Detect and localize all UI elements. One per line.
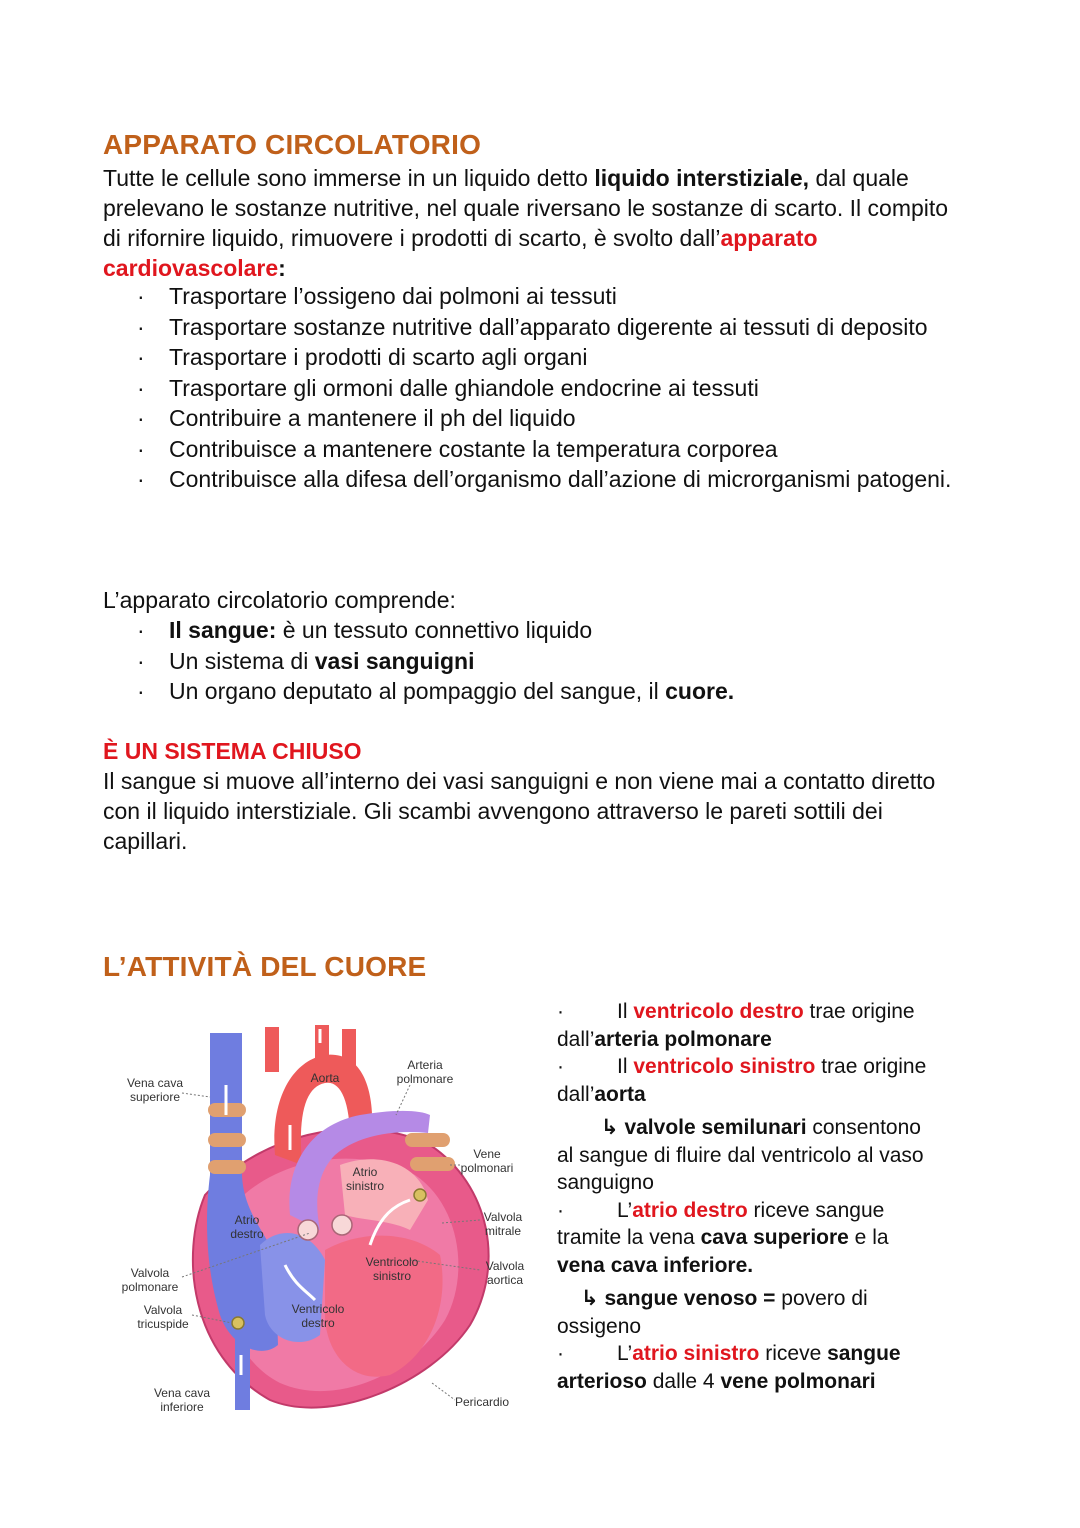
- note-text: riceve sangue: [747, 1198, 885, 1222]
- note-text: povero di: [775, 1287, 868, 1310]
- note-line: [557, 1053, 977, 1081]
- note-text: Il: [617, 1055, 634, 1078]
- term-cava-superiore: cava superiore: [700, 1226, 849, 1249]
- list-item: [103, 615, 963, 646]
- note-line: [557, 998, 977, 1026]
- label-valvola-aortica: Valvola: [485, 1259, 525, 1273]
- comprises-intro: L’apparato circolatorio comprende:: [103, 587, 456, 613]
- note-line: [557, 1368, 977, 1396]
- aorta-branch: [342, 1029, 356, 1071]
- functions-list: [103, 281, 963, 495]
- label-arteria-polmonare: Arteria: [407, 1058, 443, 1072]
- note-line: [557, 1197, 977, 1225]
- note-text: trae origine: [803, 1000, 915, 1023]
- label-ventricolo-sinistro: Ventricolo: [365, 1255, 419, 1269]
- intro-paragraph: [103, 163, 963, 283]
- component-sangue: Il sangue:: [169, 617, 277, 643]
- label-vena-cava-sup: superiore: [129, 1090, 181, 1104]
- note-line: [557, 1224, 977, 1252]
- note-text: consentono: [806, 1116, 921, 1139]
- label-valvola-mitrale: Valvola: [483, 1210, 523, 1224]
- note-text: dalle 4: [646, 1369, 721, 1393]
- note-line: al sangue di fluire dal ventricolo al vaso sanguigno: [557, 1143, 924, 1194]
- list-item: [103, 373, 963, 404]
- intro-term-liquido: liquido interstiziale,: [594, 165, 810, 191]
- label-ventricolo-destro: destro: [301, 1316, 335, 1330]
- valve-tricuspide: [232, 1317, 244, 1329]
- function-text: Contribuisce alla difesa dell’organismo dall’azione di microrganismi patogeni.: [169, 466, 952, 492]
- vessel-branch: [208, 1133, 246, 1147]
- note-text: riceve: [759, 1342, 828, 1365]
- sistema-chiuso-text: Il sangue si muove all’interno dei vasi sanguigni e non viene mai a contatto diretto con il liquido interstiziale. Gli scambi avvengono attraverso le pareti sottili dei capillari.: [103, 768, 936, 854]
- intro-text-a: Tutte le cellule sono immerse in un liquido detto: [103, 165, 595, 191]
- function-text: Contribuire a mantenere il ph del liquido: [169, 405, 576, 431]
- note-text: L’: [617, 1342, 633, 1365]
- note-line: ossigeno: [557, 1314, 642, 1338]
- label-vene-polmonari: polmonari: [460, 1161, 514, 1175]
- note-line: [557, 1026, 977, 1054]
- valve-polmonare: [298, 1220, 318, 1240]
- list-item: [103, 464, 963, 495]
- term-ventricolo-sinistro: ventricolo sinistro: [633, 1055, 816, 1078]
- label-valvola-polmonare: Valvola: [130, 1266, 170, 1280]
- heart-illustration: [110, 1015, 540, 1425]
- component-vasi-text: Un sistema di: [169, 647, 315, 674]
- list-item: [103, 403, 963, 434]
- intro-term-apparato: apparato cardiovascolare: [103, 225, 818, 281]
- bullet: ·: [137, 344, 145, 370]
- term-vene-polmonari: vene polmonari: [720, 1369, 876, 1393]
- leader-line: [182, 1093, 210, 1097]
- label-ventricolo-destro: Ventricolo: [291, 1302, 345, 1316]
- note-text: L’: [617, 1198, 633, 1222]
- heart-diagram: [110, 1015, 540, 1425]
- leader-line: [432, 1383, 455, 1400]
- arrow-icon: ↳: [601, 1116, 619, 1139]
- note-text: dall’: [557, 1027, 595, 1051]
- component-vasi: vasi sanguigni: [314, 647, 475, 674]
- label-ventricolo-sinistro: sinistro: [372, 1269, 412, 1283]
- label-vena-cava-inf: Vena cava: [153, 1386, 211, 1400]
- note-line: [557, 1285, 977, 1313]
- bullet: ·: [137, 466, 145, 492]
- component-cuore-text: Un organo deputato al pompaggio del sangue, il: [169, 678, 666, 704]
- function-text: Contribuisce a mantenere costante la temperatura corporea: [169, 435, 778, 462]
- note-text: tramite la vena: [557, 1226, 701, 1249]
- vessel-branch: [410, 1157, 455, 1171]
- label-vene-polmonari: Vene: [473, 1147, 501, 1161]
- label-valvola-polmonare: polmonare: [121, 1280, 179, 1294]
- function-text: Trasportare i prodotti di scarto agli organi: [169, 344, 588, 370]
- section-title-attivita-cuore: L’ATTIVITÀ DEL CUORE: [103, 951, 427, 982]
- list-item: [103, 676, 963, 707]
- valve-aortica: [332, 1215, 352, 1235]
- term-sangue-venoso: sangue venoso =: [604, 1287, 776, 1310]
- aorta-branch: [265, 1027, 279, 1072]
- bullet: ·: [137, 617, 145, 643]
- note-line: [557, 1252, 977, 1280]
- bullet: ·: [137, 435, 145, 462]
- term-atrio-sinistro: atrio sinistro: [632, 1342, 760, 1365]
- bullet: ·: [137, 678, 145, 704]
- label-atrio-sinistro: sinistro: [345, 1179, 385, 1193]
- note-line: [557, 1114, 977, 1142]
- label-vena-cava-sup: Vena cava: [126, 1076, 184, 1090]
- term-aorta: aorta: [594, 1082, 646, 1106]
- term-valvole-semilunari: valvole semilunari: [624, 1116, 807, 1139]
- components-list: [103, 615, 963, 707]
- label-valvola-tricuspide: tricuspide: [137, 1317, 189, 1331]
- heart-notes: [557, 998, 977, 1395]
- component-cuore: cuore.: [665, 678, 735, 704]
- intro-colon: :: [278, 255, 286, 281]
- note-text: dall’: [557, 1082, 595, 1106]
- label-vena-cava-inf: inferiore: [160, 1400, 204, 1414]
- arrow-icon: ↳: [581, 1287, 599, 1310]
- note-text: e la: [848, 1226, 889, 1249]
- function-text: Trasportare sostanze nutritive dall’apparato digerente ai tessuti di deposito: [169, 313, 928, 340]
- label-arteria-polmonare: polmonare: [396, 1072, 454, 1086]
- section-title-sistema-chiuso: È UN SISTEMA CHIUSO: [103, 738, 362, 764]
- vessel-branch: [405, 1133, 450, 1147]
- aorta-branch: [315, 1025, 329, 1065]
- label-valvola-mitrale: mitrale: [484, 1224, 522, 1238]
- label-atrio-destro: destro: [230, 1227, 264, 1241]
- function-text: Trasportare gli ormoni dalle ghiandole endocrine ai tessuti: [169, 374, 759, 401]
- valve-mitrale: [414, 1189, 426, 1201]
- bullet: ·: [137, 647, 145, 674]
- term-vena-cava-inferiore: vena cava inferiore.: [557, 1253, 754, 1277]
- label-valvola-tricuspide: Valvola: [143, 1303, 183, 1317]
- bullet: ·: [137, 283, 145, 309]
- note-line: [557, 1340, 977, 1368]
- bullet: ·: [137, 374, 145, 401]
- bullet: ·: [137, 405, 145, 431]
- label-atrio-sinistro: Atrio: [352, 1165, 378, 1179]
- label-aorta: Aorta: [310, 1071, 340, 1085]
- term-arterioso: arterioso: [557, 1369, 647, 1393]
- function-text: Trasportare l’ossigeno dai polmoni ai tessuti: [169, 283, 617, 309]
- label-valvola-aortica: aortica: [486, 1273, 524, 1287]
- list-item: [103, 342, 963, 373]
- bullet: ·: [557, 1055, 564, 1078]
- leader-line: [396, 1085, 410, 1115]
- note-line: [557, 1081, 977, 1109]
- list-item: [103, 434, 963, 465]
- section-title-apparato: APPARATO CIRCOLATORIO: [103, 129, 482, 160]
- bullet: ·: [557, 1198, 564, 1222]
- term-arteria-polmonare: arteria polmonare: [594, 1027, 772, 1051]
- bullet: ·: [557, 1000, 564, 1023]
- list-item: [103, 312, 963, 343]
- bullet: ·: [137, 313, 145, 340]
- label-pericardio: Pericardio: [454, 1395, 510, 1409]
- term-ventricolo-destro: ventricolo destro: [633, 1000, 804, 1023]
- vessel-branch: [208, 1160, 246, 1174]
- intro-text-b: dal quale prelevano le sostanze nutritive, nel quale riversano le sostanze di scarto. Il compito di rifornire liquido, rimuovere i prodotti di scarto, è svolto dall’: [103, 165, 949, 251]
- note-text: Il: [617, 1000, 634, 1023]
- term-atrio-destro: atrio destro: [632, 1198, 748, 1222]
- list-item: [103, 646, 963, 677]
- component-sangue-desc: è un tessuto connettivo liquido: [276, 617, 593, 643]
- term-sangue: sangue: [827, 1342, 901, 1365]
- note-text: trae origine: [815, 1055, 927, 1078]
- bullet: ·: [557, 1342, 564, 1365]
- label-atrio-destro: Atrio: [234, 1213, 260, 1227]
- list-item: [103, 281, 963, 312]
